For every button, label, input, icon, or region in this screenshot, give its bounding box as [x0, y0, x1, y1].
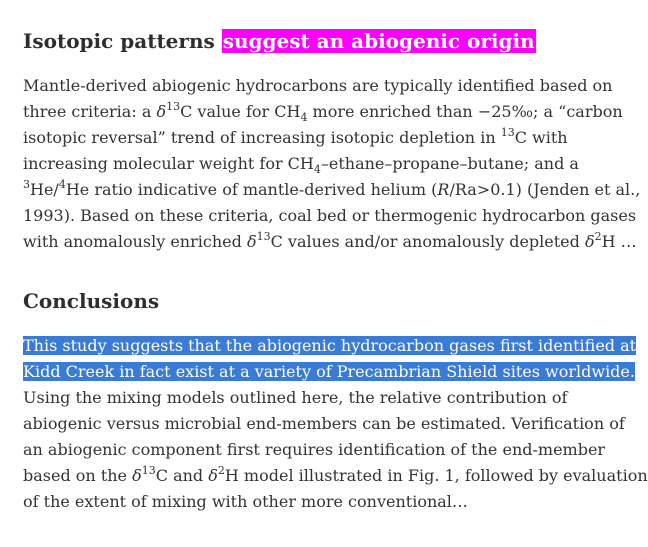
text-line — [23, 177, 641, 203]
text-run: Mantle-derived abiogenic hydrocarbons are typically identified based on — [23, 76, 613, 95]
text-line — [23, 99, 623, 125]
text-line — [23, 125, 583, 151]
italic-r: R — [437, 180, 450, 199]
text-run: abiogenic versus microbial end-members can be estimated. Verification of — [23, 414, 625, 433]
text-run: C values and/or anomalously depleted — [270, 232, 585, 251]
text-run: –ethane–propane–butane; and a — [320, 154, 579, 173]
delta-symbol: δ — [132, 466, 142, 485]
subscript: 4 — [300, 111, 308, 125]
heading-text: Isotopic patterns — [23, 29, 222, 53]
text-line — [23, 411, 625, 437]
superscript: 13 — [141, 463, 156, 477]
text-run: He ratio indicative of mantle-derived helium ( — [65, 180, 438, 199]
delta-symbol: δ — [584, 232, 595, 251]
paragraph-isotopic-criteria — [23, 73, 641, 255]
delta-symbol: δ — [208, 466, 218, 485]
superscript: 2 — [217, 463, 225, 477]
superscript: 13 — [500, 125, 515, 139]
delta-symbol: δ — [156, 102, 167, 121]
section-heading: Conclusions — [23, 289, 160, 313]
superscript: 4 — [58, 177, 66, 191]
subscript: 4 — [313, 163, 321, 177]
text-run: three criteria: a — [23, 102, 157, 121]
paragraph-conclusions — [23, 333, 648, 515]
paragraph — [23, 333, 648, 515]
highlighted-sentence[interactable]: This study suggests that the abiogenic hydrocarbon gases first identified at — [23, 336, 637, 355]
text-line — [23, 489, 583, 515]
text-line — [23, 333, 637, 359]
text-run: C value for CH — [180, 102, 301, 121]
text-line — [23, 151, 583, 177]
text-run: increasing molecular weight for CH — [23, 154, 314, 173]
text-run: with anomalously enriched — [23, 232, 247, 251]
text-run: H … — [601, 232, 637, 251]
citation-link[interactable]: /Ra>0.1) (Jenden et al., — [449, 180, 641, 199]
text-run: more enriched than −25‰; a “carbon — [307, 102, 623, 121]
text-run: He/ — [30, 180, 59, 199]
text-line — [23, 437, 606, 463]
text-run: C with — [514, 128, 568, 147]
text-line — [23, 229, 637, 255]
paragraph — [23, 73, 641, 255]
text-run: Using the mixing models outlined here, the relative contribution of — [23, 388, 568, 407]
superscript: 3 — [23, 177, 30, 191]
text-run: of the extent of mixing with other more conventional… — [23, 492, 468, 511]
highlighted-sentence[interactable]: Kidd Creek in fact exist at a variety of Precambrian Shield sites worldwide. — [23, 362, 635, 381]
text-line — [23, 385, 583, 411]
section-heading — [23, 29, 583, 53]
section-isotopic-patterns — [23, 29, 583, 53]
text-line — [23, 359, 635, 385]
delta-symbol: δ — [246, 232, 257, 251]
superscript: 13 — [166, 99, 181, 113]
text-run: based on the — [23, 466, 133, 485]
heading-highlight[interactable]: suggest an abiogenic origin — [222, 29, 535, 53]
text-line — [23, 463, 648, 489]
figure-link[interactable]: H model illustrated in Fig. 1, followed by evaluation — [224, 466, 648, 485]
text-line — [23, 73, 613, 99]
text-run: isotopic reversal” trend of increasing isotopic depletion in — [23, 128, 501, 147]
superscript: 13 — [256, 229, 271, 243]
text-run: 1993). Based on these criteria, coal bed or thermogenic hydrocarbon gases — [23, 206, 637, 225]
text-run: C and — [155, 466, 209, 485]
section-conclusions — [23, 289, 583, 313]
text-run: an abiogenic component first requires identification of the end-member — [23, 440, 606, 459]
superscript: 2 — [594, 229, 602, 243]
text-line — [23, 203, 637, 229]
